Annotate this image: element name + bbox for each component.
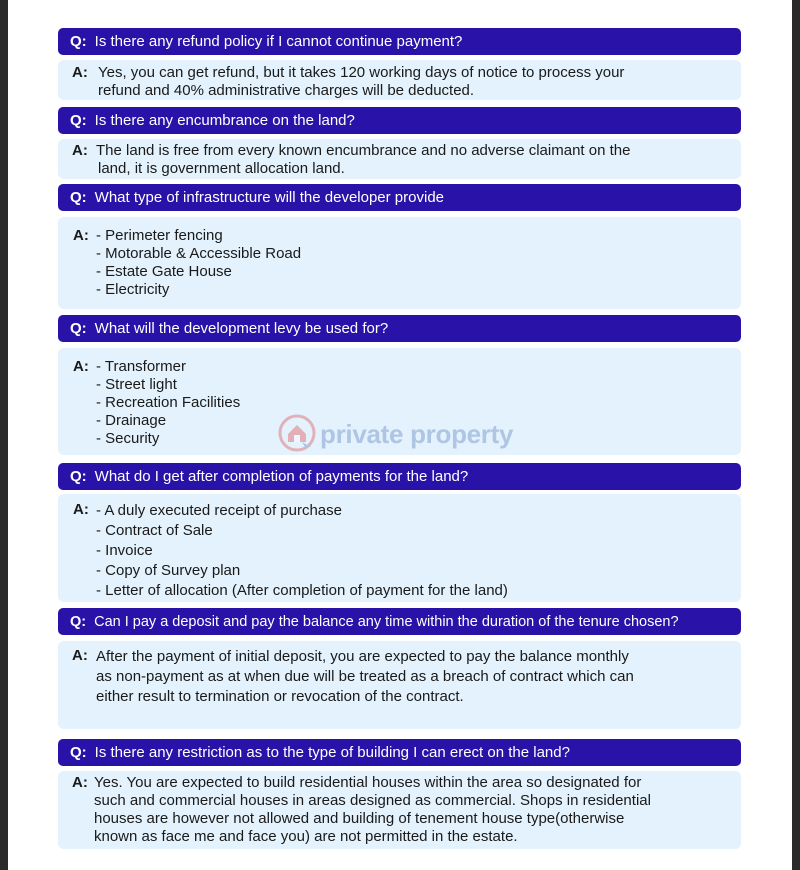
watermark-text: private property [320, 418, 514, 449]
question-label: Q: [70, 468, 87, 485]
answer-paragraph [94, 774, 651, 846]
answer-line: houses are however not allowed and building of tenement house type(otherwise [94, 810, 625, 827]
answer-line: The land is free from every known encumbrance and no adverse claimant on the [96, 142, 631, 159]
question-label: Q: [70, 112, 87, 129]
house-pin-icon [278, 414, 316, 454]
list-item: - Recreation Facilities [96, 394, 241, 411]
answer-label: A: [73, 501, 89, 518]
answer-line: either result to termination or revocation of the contract. [96, 688, 464, 705]
faq-answer-2 [58, 139, 741, 179]
question-text: What will the development levy be used for? [94, 320, 389, 337]
question-text: Can I pay a deposit and pay the balance any time within the duration of the tenure chosen? [94, 614, 679, 630]
question-label: Q: [70, 33, 87, 50]
answer-paragraph [96, 647, 634, 707]
answer-label: A: [73, 227, 89, 244]
list-item: - Transformer [96, 358, 187, 375]
question-text: Is there any refund policy if I cannot continue payment? [94, 33, 463, 50]
answer-line: known as face me and face you) are not permitted in the estate. [94, 828, 518, 845]
answer-list [96, 501, 508, 601]
answer-line: as non-payment as at when due will be treated as a breach of contract which can [96, 668, 634, 685]
answer-line: land, it is government allocation land. [98, 160, 345, 177]
list-item: - Perimeter fencing [96, 227, 223, 244]
answer-list [96, 358, 240, 448]
answer-line: refund and 40% administrative charges will be deducted. [98, 82, 475, 99]
question-label: Q: [70, 320, 87, 337]
answer-line: Yes, you can get refund, but it takes 120 working days of notice to process your [98, 64, 625, 81]
faq-answer-1 [58, 60, 741, 100]
list-item: - Contract of Sale [96, 522, 213, 539]
watermark [278, 414, 513, 454]
faq-question-5 [58, 463, 741, 490]
faq-answer-6 [58, 641, 741, 729]
list-item: - Motorable & Accessible Road [96, 245, 302, 262]
list-item: - Copy of Survey plan [96, 562, 241, 579]
question-label: Q: [70, 189, 87, 206]
answer-list [96, 227, 301, 299]
answer-label: A: [72, 64, 88, 81]
faq-answer-7 [58, 771, 741, 849]
faq-question-6 [58, 608, 741, 635]
question-label: Q: [70, 744, 87, 761]
list-item: - Electricity [96, 281, 170, 298]
faq-question-4 [58, 315, 741, 342]
faq-answer-3 [58, 217, 741, 309]
answer-label: A: [72, 774, 88, 791]
answer-line: Yes. You are expected to build residential houses within the area so designated for [94, 774, 642, 791]
question-label: Q: [70, 614, 87, 630]
question-text: What type of infrastructure will the developer provide [94, 189, 445, 206]
list-item: - Drainage [96, 412, 167, 429]
question-text: Is there any encumbrance on the land? [94, 112, 355, 129]
list-item: - Letter of allocation (After completion of payment for the land) [96, 582, 508, 599]
faq-question-1 [58, 28, 741, 55]
answer-label: A: [73, 358, 89, 375]
list-item: - Estate Gate House [96, 263, 232, 280]
list-item: - Invoice [96, 542, 153, 559]
answer-label: A: [72, 647, 88, 664]
list-item: - Security [96, 430, 160, 447]
faq-answer-5 [58, 494, 741, 602]
question-text: Is there any restriction as to the type of building I can erect on the land? [94, 744, 570, 761]
faq-question-7 [58, 739, 741, 766]
faq-page [8, 0, 792, 870]
list-item: - Street light [96, 376, 177, 393]
answer-line: such and commercial houses in areas designed as commercial. Shops in residential [94, 792, 651, 809]
faq-question-3 [58, 184, 741, 211]
question-text: What do I get after completion of payments for the land? [94, 468, 469, 485]
list-item: - A duly executed receipt of purchase [96, 502, 342, 519]
answer-line: After the payment of initial deposit, you are expected to pay the balance monthly [96, 648, 629, 665]
faq-question-2 [58, 107, 741, 134]
answer-label: A: [72, 142, 88, 159]
